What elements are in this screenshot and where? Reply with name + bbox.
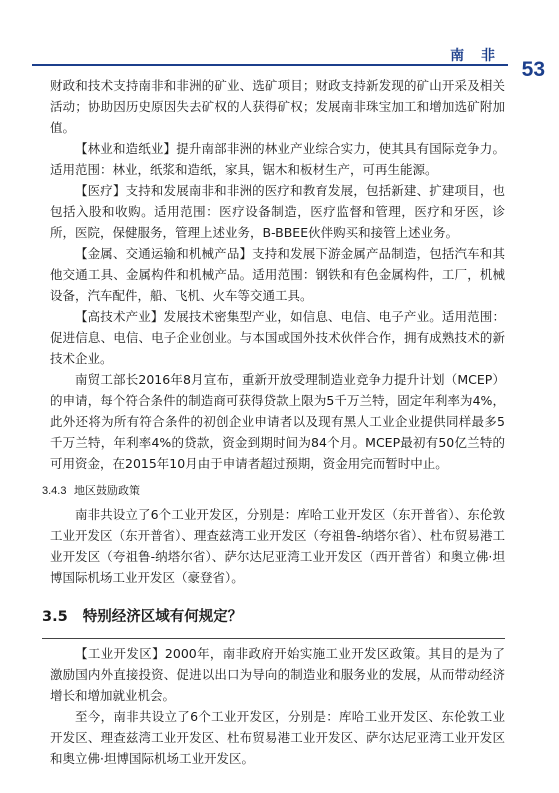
section-heading xyxy=(42,606,505,628)
body-paragraph: 【林业和造纸业】提升南部非洲的林业产业综合实力，使其具有国际竞争力。适用范围：林业，纸浆和造纸，家具，锯木和板材生产，可再生能源。 xyxy=(50,141,505,177)
body-paragraph: 【医疗】支持和发展南非和非洲的医疗和教育发展，包括新建、扩建项目，也包括入股和收购。适用范围：医疗设备制造，医疗监督和管理，医疗和牙医，诊所，医院，保健服务，管理上述业务，B-BBEE伙伴购买和接管上述业务。 xyxy=(50,183,505,240)
section-divider xyxy=(42,638,505,639)
body-paragraph: 南贸工部长2016年8月宣布，重新开放受理制造业竞争力提升计划（MCEP）的申请，每个符合条件的制造商可获得贷款上限为5千万兰特，固定年利率为4%，此外还将为所有符合条件的初创企业申请者以及现有黑人工业企业提供同样最多5千万兰特，年利率4%的贷款，资金到期时间为84个月。MCEP最初有50亿兰特的可用资金，在2015年10月由于申请者超过预期，资金用完而暂时中止。 xyxy=(50,372,505,471)
subsection-heading xyxy=(42,481,505,501)
running-header-title: 南 非 xyxy=(450,48,501,64)
header-divider xyxy=(32,64,508,66)
body-paragraph: 南非共设立了6个工业开发区，分别是：库哈工业开发区（东开普省）、东伦敦工业开发区（东开普省）、理查兹湾工业开发区（夸祖鲁-纳塔尔省）、杜布贸易港工业开发区（夸祖鲁-纳塔尔省）、萨尔达尼亚湾工业开发区（西开普省）和奥立佛·坦博国际机场工业开发区（豪登省）。 xyxy=(50,507,505,585)
body-paragraph: 【工业开发区】2000年，南非政府开始实施工业开发区政策。其目的是为了激励国内外直接投资、促进以出口为导向的制造业和服务业的发展，从而带动经济增长和增加就业机会。 xyxy=(50,646,505,703)
body-paragraph: 财政和技术支持南非和非洲的矿业、选矿项目；财政支持新发现的矿山开采及相关活动；协助因历史原因失去矿权的人获得矿权；发展南非珠宝加工和增加选矿附加值。 xyxy=(50,78,505,135)
subsection-number: 3.4.3 xyxy=(42,485,67,497)
page-body xyxy=(42,75,505,769)
subsection-title: 地区鼓励政策 xyxy=(73,484,140,497)
section-number: 3.5 xyxy=(42,609,68,625)
body-paragraph: 至今，南非共设立了6个工业开发区，分别是：库哈工业开发区、东伦敦工业开发区、理查兹湾工业开发区、杜布贸易港工业开发区、萨尔达尼亚湾工业开发区和奥立佛·坦博国际机场工业开发区。 xyxy=(50,709,505,766)
section-title: 特别经济区域有何规定？ xyxy=(82,609,243,625)
page-number: 53 xyxy=(521,58,545,81)
body-paragraph: 【金属、交通运输和机械产品】支持和发展下游金属产品制造，包括汽车和其他交通工具、金属构件和机械产品。适用范围：钢铁和有色金属构件，工厂，机械设备，汽车配件，船、飞机、火车等交通工具。 xyxy=(50,246,505,303)
page-header xyxy=(0,0,559,81)
body-paragraph: 【高技术产业】发展技术密集型产业，如信息、电信、电子产业。适用范围：促进信息、电信、电子企业创业。与本国或国外技术伙伴合作，拥有成熟技术的新技术企业。 xyxy=(50,309,505,366)
